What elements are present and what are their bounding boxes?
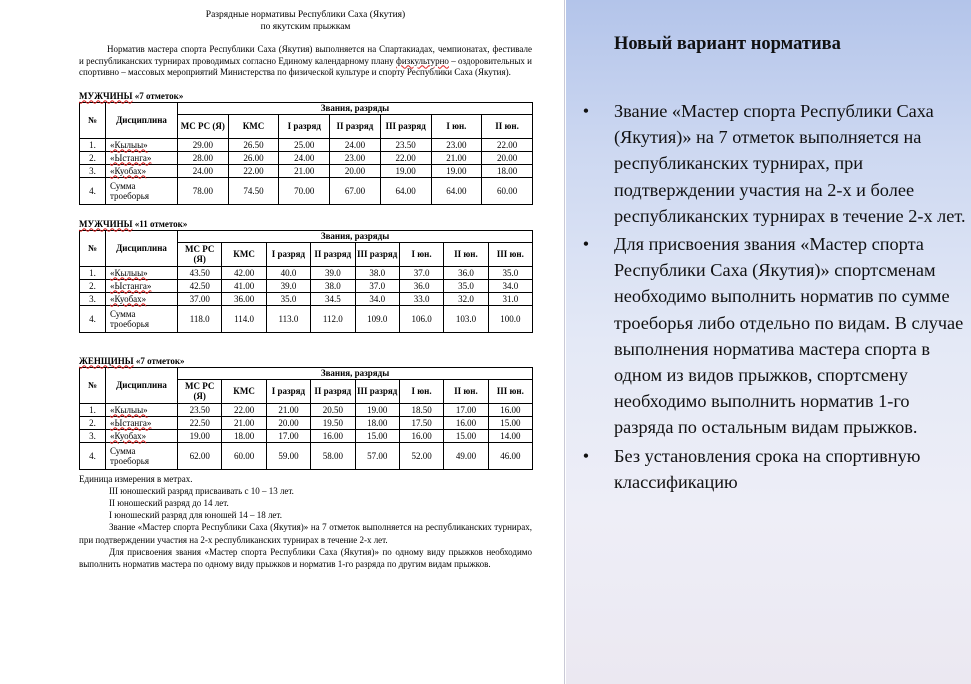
- norm-value: 74.50: [228, 177, 279, 204]
- slide-title: Новый вариант норматива: [614, 34, 841, 54]
- row-number: 4.: [80, 442, 106, 469]
- discipline-name: «Куобах»: [110, 430, 147, 441]
- norm-value: 37.0: [355, 279, 399, 292]
- section-heading: [79, 218, 532, 230]
- row-number: 1.: [80, 266, 106, 279]
- rank-column-header: I разряд: [266, 379, 310, 403]
- norm-value: 20.50: [311, 403, 355, 416]
- row-number: 3.: [80, 292, 106, 305]
- norm-value: 16.00: [399, 429, 443, 442]
- table-row: [80, 416, 533, 429]
- norm-value: 58.00: [311, 442, 355, 469]
- note-junior-3: III юношеский разряд присваивать с 10 – 13 лет.: [109, 485, 294, 496]
- row-discipline: [106, 403, 178, 416]
- table-row: [80, 138, 533, 151]
- col-ranks-header: Звания, разряды: [178, 230, 533, 242]
- norm-value: 14.00: [488, 429, 532, 442]
- intro-part-b: – оздоровительных и спортивно – массовых мероприятий Министерства по физической культуре и спорту Республики Саха (Якутия).: [79, 55, 532, 77]
- slide-bullet: [576, 231, 966, 441]
- norm-value: 43.50: [178, 266, 222, 279]
- norm-value: 17.00: [444, 403, 488, 416]
- note-junior-1: I юношеский разряд для юношей 14 – 18 лет.: [109, 510, 282, 521]
- norm-value: 18.00: [355, 416, 399, 429]
- norm-value: 15.00: [488, 416, 532, 429]
- table-row: [80, 403, 533, 416]
- norm-value: 22.00: [380, 151, 431, 164]
- norm-value: 36.00: [222, 292, 266, 305]
- norm-value: 38.0: [311, 279, 355, 292]
- norm-value: 21.00: [266, 403, 310, 416]
- norm-value: 24.00: [330, 138, 381, 151]
- table-row: [80, 305, 533, 332]
- slide-bullet-list: [576, 98, 966, 497]
- note-unit: Единица измерения в метрах.: [79, 473, 193, 484]
- row-number: 3.: [80, 164, 106, 177]
- norm-value: 34.5: [311, 292, 355, 305]
- section-label: МУЖЧИНЫ: [79, 90, 133, 101]
- norm-value: 26.50: [228, 138, 279, 151]
- document-title-line1: Разрядные нормативы Республики Саха (Якутия): [205, 10, 406, 20]
- norm-value: 15.00: [444, 429, 488, 442]
- norm-value: 17.00: [266, 429, 310, 442]
- norm-value: 16.00: [488, 403, 532, 416]
- section-label: МУЖЧИНЫ: [79, 218, 133, 229]
- norm-value: 20.00: [330, 164, 381, 177]
- norm-value: 39.0: [311, 266, 355, 279]
- norm-value: 18.00: [482, 164, 533, 177]
- norms-table: [79, 230, 533, 333]
- norm-value: 41.00: [222, 279, 266, 292]
- slide-bullet-text: Звание «Мастер спорта Республики Саха (Якутия)» на 7 отметок выполняется на республиканских турнирах, при подтверждении участия на 2-х и более республиканских турнирах в течение 2-х лет.: [614, 101, 966, 226]
- norm-value: 49.00: [444, 442, 488, 469]
- norm-value: 19.50: [311, 416, 355, 429]
- table-row: [80, 292, 533, 305]
- norm-value: 60.00: [222, 442, 266, 469]
- norm-value: 59.00: [266, 442, 310, 469]
- norm-value: 113.0: [266, 305, 310, 332]
- discipline-name: «Куобах»: [110, 293, 147, 304]
- discipline-name: Сумма троеборья: [110, 180, 149, 201]
- norm-value: 35.0: [444, 279, 488, 292]
- discipline-name: «Кылыы»: [110, 267, 148, 278]
- norm-value: 34.0: [355, 292, 399, 305]
- norm-value: 114.0: [222, 305, 266, 332]
- rank-column-header: III разряд: [380, 114, 431, 138]
- table-row: [80, 177, 533, 204]
- norm-value: 39.0: [266, 279, 310, 292]
- norm-value: 35.0: [488, 266, 532, 279]
- norm-value: 19.00: [431, 164, 482, 177]
- norm-value: 21.00: [431, 151, 482, 164]
- norm-value: 36.0: [444, 266, 488, 279]
- slide-panel: [566, 0, 971, 684]
- norm-value: 31.0: [488, 292, 532, 305]
- slide-bullet-text: Для присвоения звания «Мастер спорта Республики Саха (Якутия)» спортсменам необходимо выполнить норматив по сумме троеборья либо отдельно по видам. В случае выполнения норматива мастера спорта в одном из видов прыжков, спортсмену необходимо выполнить норматив 1-го разряда по остальным видам прыжков.: [614, 234, 964, 438]
- norm-value: 22.50: [178, 416, 222, 429]
- discipline-name: «Ыстанга»: [110, 152, 152, 163]
- norm-value: 18.00: [222, 429, 266, 442]
- norm-value: 60.00: [482, 177, 533, 204]
- table-row: [80, 164, 533, 177]
- row-number: 4.: [80, 177, 106, 204]
- norm-value: 16.00: [311, 429, 355, 442]
- norm-value: 28.00: [178, 151, 229, 164]
- table-row: [80, 266, 533, 279]
- norms-table: [79, 367, 533, 470]
- norm-value: 62.00: [178, 442, 222, 469]
- norm-value: 23.50: [178, 403, 222, 416]
- row-discipline: [106, 138, 178, 151]
- slide-bullet-text: Без установления срока на спортивную классификацию: [614, 445, 921, 492]
- norm-value: 19.00: [355, 403, 399, 416]
- document-intro: [79, 44, 532, 79]
- rank-column-header: III разряд: [355, 242, 399, 266]
- norm-value: 37.00: [178, 292, 222, 305]
- norm-value: 46.00: [488, 442, 532, 469]
- rank-column-header: I юн.: [399, 242, 443, 266]
- discipline-name: «Ыстанга»: [110, 417, 152, 428]
- norm-value: 52.00: [399, 442, 443, 469]
- norm-value: 64.00: [431, 177, 482, 204]
- rank-column-header: МС РС (Я): [178, 114, 229, 138]
- rank-column-header: II разряд: [311, 242, 355, 266]
- document-title-line2: по якутским прыжкам: [260, 22, 351, 32]
- rank-column-header: I разряд: [279, 114, 330, 138]
- section-label: ЖЕНЩИНЫ: [79, 355, 134, 366]
- norm-value: 106.0: [399, 305, 443, 332]
- row-number: 1.: [80, 138, 106, 151]
- slide-bullet: [576, 98, 966, 229]
- col-discipline-header: Дисциплина: [106, 367, 178, 403]
- norm-value: 21.00: [222, 416, 266, 429]
- norm-value: 40.0: [266, 266, 310, 279]
- row-discipline: [106, 429, 178, 442]
- table-row: [80, 429, 533, 442]
- norm-value: 64.00: [380, 177, 431, 204]
- rank-column-header: I разряд: [266, 242, 310, 266]
- norm-value: 20.00: [482, 151, 533, 164]
- norms-sections: [79, 90, 532, 470]
- norm-value: 23.50: [380, 138, 431, 151]
- row-number: 4.: [80, 305, 106, 332]
- norm-value: 16.00: [444, 416, 488, 429]
- row-number: 2.: [80, 279, 106, 292]
- row-discipline: [106, 151, 178, 164]
- norm-value: 78.00: [178, 177, 229, 204]
- norms-table: [79, 102, 533, 205]
- note-master-single: Для присвоения звания «Мастер спорта Республики Саха (Якутия)» по одному виду прыжков необходимо выполнить норматив мастера по одному виду прыжков и норматив 1-го разряда по другим видам прыжков.: [79, 546, 532, 569]
- norm-value: 38.0: [355, 266, 399, 279]
- row-discipline: [106, 442, 178, 469]
- row-number: 2.: [80, 416, 106, 429]
- norm-value: 70.00: [279, 177, 330, 204]
- section-count: «11 отметок»: [134, 218, 188, 229]
- norm-value: 34.0: [488, 279, 532, 292]
- discipline-name: «Ыстанга»: [110, 280, 152, 291]
- norm-value: 25.00: [279, 138, 330, 151]
- row-number: 3.: [80, 429, 106, 442]
- col-number-header: №: [80, 230, 106, 266]
- row-number: 1.: [80, 403, 106, 416]
- norm-value: 100.0: [488, 305, 532, 332]
- table-row: [80, 279, 533, 292]
- row-discipline: [106, 177, 178, 204]
- rank-column-header: II юн.: [444, 379, 488, 403]
- row-discipline: [106, 305, 178, 332]
- norm-value: 67.00: [330, 177, 381, 204]
- rank-column-header: КМС: [222, 379, 266, 403]
- document-title: [79, 9, 532, 33]
- rank-column-header: I юн.: [399, 379, 443, 403]
- norm-value: 24.00: [178, 164, 229, 177]
- discipline-name: «Куобах»: [110, 165, 147, 176]
- norm-value: 24.00: [279, 151, 330, 164]
- norm-value: 19.00: [380, 164, 431, 177]
- row-discipline: [106, 164, 178, 177]
- rank-column-header: КМС: [222, 242, 266, 266]
- norm-value: 15.00: [355, 429, 399, 442]
- document-notes: [79, 473, 532, 571]
- rank-column-header: III юн.: [488, 379, 532, 403]
- section-heading: [79, 90, 532, 102]
- row-discipline: [106, 416, 178, 429]
- intro-spell-word: физкультурно: [396, 55, 449, 66]
- section-count: «7 отметок»: [134, 90, 184, 101]
- col-discipline-header: Дисциплина: [106, 102, 178, 138]
- table-row: [80, 442, 533, 469]
- intro-part-a: Норматив мастера спорта Республики Саха (Якутия) выполняется на Спартакиадах, чемпионатах, фестивале и республиканских турнирах проводимых согласно Единому календарному плану: [79, 44, 532, 66]
- norm-value: 21.00: [279, 164, 330, 177]
- col-number-header: №: [80, 367, 106, 403]
- row-discipline: [106, 292, 178, 305]
- norm-value: 42.00: [222, 266, 266, 279]
- document-content: [79, 9, 532, 570]
- norm-value: 23.00: [431, 138, 482, 151]
- discipline-name: Сумма троеборья: [110, 308, 149, 329]
- rank-column-header: II разряд: [330, 114, 381, 138]
- rank-column-header: II разряд: [311, 379, 355, 403]
- rank-column-header: МС РС (Я): [178, 379, 222, 403]
- norm-value: 22.00: [222, 403, 266, 416]
- norm-value: 35.0: [266, 292, 310, 305]
- norm-value: 37.0: [399, 266, 443, 279]
- row-number: 2.: [80, 151, 106, 164]
- norm-value: 57.00: [355, 442, 399, 469]
- slide-bullet: [576, 443, 966, 495]
- rank-column-header: КМС: [228, 114, 279, 138]
- bullet-dot-icon: •: [582, 445, 590, 466]
- rank-column-header: II юн.: [482, 114, 533, 138]
- norm-value: 22.00: [228, 164, 279, 177]
- norm-value: 17.50: [399, 416, 443, 429]
- col-discipline-header: Дисциплина: [106, 230, 178, 266]
- row-discipline: [106, 266, 178, 279]
- norm-value: 103.0: [444, 305, 488, 332]
- rank-column-header: МС РС (Я): [178, 242, 222, 266]
- rank-column-header: III разряд: [355, 379, 399, 403]
- norm-value: 109.0: [355, 305, 399, 332]
- norm-value: 32.0: [444, 292, 488, 305]
- col-ranks-header: Звания, разряды: [178, 102, 533, 114]
- norm-value: 33.0: [399, 292, 443, 305]
- norm-value: 112.0: [311, 305, 355, 332]
- rank-column-header: II юн.: [444, 242, 488, 266]
- row-discipline: [106, 279, 178, 292]
- discipline-name: «Кылыы»: [110, 139, 148, 150]
- note-junior-2: II юношеский разряд до 14 лет.: [109, 497, 229, 508]
- norm-value: 26.00: [228, 151, 279, 164]
- rank-column-header: I юн.: [431, 114, 482, 138]
- table-row: [80, 151, 533, 164]
- discipline-name: Сумма троеборья: [110, 445, 149, 466]
- norm-value: 18.50: [399, 403, 443, 416]
- section-count: «7 отметок»: [135, 355, 185, 366]
- norm-value: 29.00: [178, 138, 229, 151]
- norm-value: 36.0: [399, 279, 443, 292]
- norm-value: 22.00: [482, 138, 533, 151]
- discipline-name: «Кылыы»: [110, 404, 148, 415]
- norm-value: 20.00: [266, 416, 310, 429]
- norm-value: 118.0: [178, 305, 222, 332]
- norm-value: 42.50: [178, 279, 222, 292]
- col-ranks-header: Звания, разряды: [178, 367, 533, 379]
- norm-value: 19.00: [178, 429, 222, 442]
- rank-column-header: III юн.: [488, 242, 532, 266]
- note-master-7: Звание «Мастер спорта Республики Саха (Якутия)» на 7 отметок выполняется на республиканских турнирах, при подтверждении участия на 2-х республиканских турнирах в течение 2-х лет.: [79, 522, 532, 545]
- bullet-dot-icon: •: [582, 234, 590, 255]
- bullet-dot-icon: •: [582, 101, 590, 121]
- col-number-header: №: [80, 102, 106, 138]
- norm-value: 23.00: [330, 151, 381, 164]
- section-heading: [79, 355, 532, 367]
